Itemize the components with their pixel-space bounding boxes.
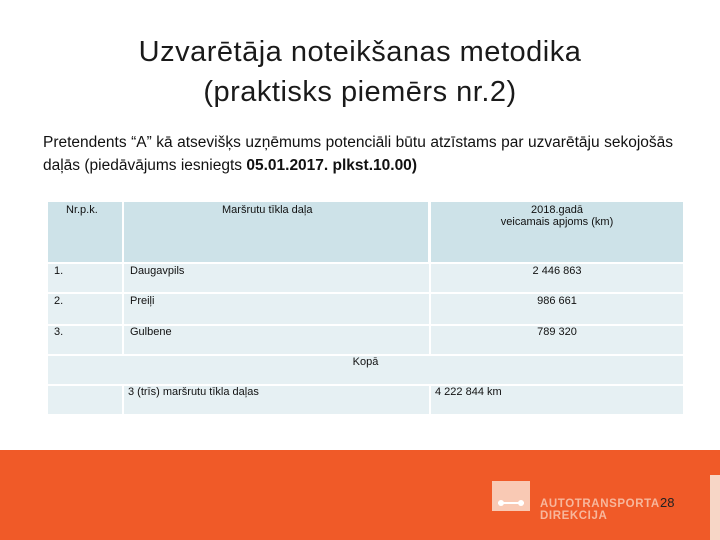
row-nr: 3.: [54, 326, 64, 338]
intro-text: Pretendents “A” kā atsevišķs uzņēmums potenciāli būtu atzīstams par uzvarētāju sekojošās daļās (piedāvājums iesniegts: [43, 134, 673, 174]
table-row: [48, 264, 683, 292]
slide-title: [0, 32, 720, 112]
header-nr: Nr.p.k.: [66, 204, 98, 216]
header-part-cell: [124, 202, 428, 262]
total-volume-cell: [431, 386, 683, 414]
row-volume: 2 446 863: [532, 265, 582, 277]
footer-bar: [0, 450, 720, 540]
header-nr-cell: [48, 202, 122, 262]
intro-end: ): [411, 157, 417, 174]
title-line-1: Uzvarētāja noteikšanas metodika: [138, 36, 582, 68]
intro-paragraph: [43, 131, 673, 177]
header-part: Maršrutu tīkla daļa: [222, 204, 313, 216]
total-volume: 4 222 844 km: [435, 386, 502, 398]
row-volume: 789 320: [537, 326, 577, 338]
table-row: [48, 326, 683, 354]
total-nr-cell: [48, 386, 122, 414]
intro-date: 05.01.2017. plkst.10.00: [246, 157, 412, 174]
header-volume-line2: veicamais apjoms (km): [500, 216, 614, 228]
header-volume-line1: 2018.gadā: [531, 204, 583, 216]
row-nr: 1.: [54, 265, 64, 277]
title-line-2: (praktisks piemērs nr.2): [203, 76, 517, 108]
logo-text: AUTOTRANSPORTA DIREKCIJA: [540, 498, 660, 522]
page-number: 28: [660, 495, 675, 510]
total-label: Kopā: [352, 356, 379, 368]
total-label-row: [48, 356, 683, 384]
total-part: 3 (trīs) maršrutu tīkla daļas: [128, 386, 259, 398]
logo-icon: [492, 481, 530, 511]
header-volume-cell: [431, 202, 683, 262]
row-volume: 986 661: [537, 295, 577, 307]
row-nr: 2.: [54, 295, 64, 307]
total-part-cell: [124, 386, 429, 414]
results-table: [48, 200, 683, 417]
row-part: Preiļi: [130, 295, 155, 307]
logo-bus-icon: [492, 481, 530, 511]
table-row: [48, 294, 683, 324]
row-part: Daugavpils: [130, 265, 185, 277]
row-part: Gulbene: [130, 326, 172, 338]
